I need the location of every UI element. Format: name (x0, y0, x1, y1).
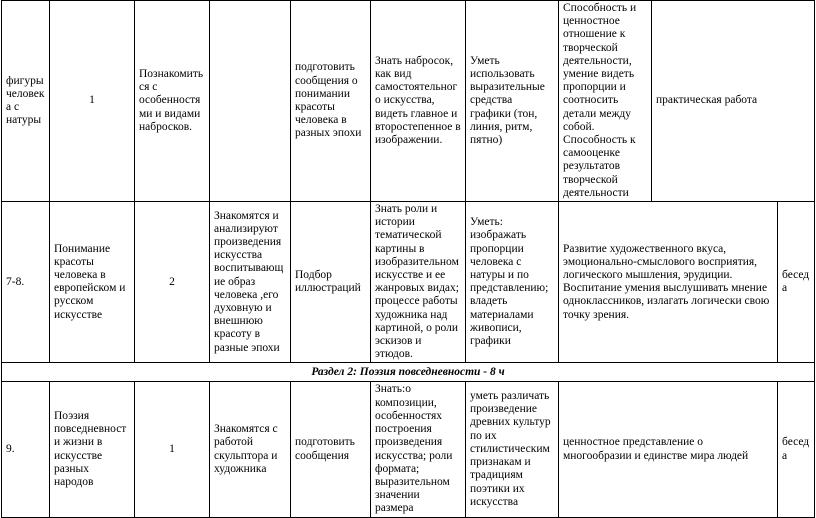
table-row (2, 202, 815, 363)
row-number-cell: фигуры человека с натуры (2, 1, 50, 202)
material-cell: подготовить сообщения (291, 382, 371, 517)
table-row (2, 1, 815, 202)
topic-cell: Поэзия повседневности жизни в искусстве разных народов (50, 382, 135, 517)
hours-cell: 1 (135, 382, 210, 517)
control-cell: беседа (778, 382, 815, 517)
row-number-cell: 9. (2, 382, 50, 517)
curriculum-table (1, 0, 815, 518)
development-cell: ценностное представление о многообразии и единстве мира людей (559, 382, 778, 517)
hours-cell: 1 (50, 1, 135, 202)
empty-cell (210, 1, 291, 202)
development-cell: Развитие художественного вкуса, эмоционально-смыслового восприятия, логического мышления, эрудиции. Воспитание умения выслушивать мнение одноклассников, излагать логически свою точку зрения. (559, 202, 778, 363)
table-row (2, 382, 815, 517)
row-number-cell: 7-8. (2, 202, 50, 363)
skills-cell: уметь различать произведение древних культур по их стилистическим признакам и традициям поэтики их искусства (466, 382, 559, 517)
development-cell: практическая работа (652, 1, 815, 202)
knowledge-cell: Знать роли и истории тематической картины в изобразительном искусстве и ее жанровых видах; процессе работы художника над картиной, о роли эскизов и этюдов. (371, 202, 466, 363)
material-cell: подготовить сообщения о понимании красоты человека в разных эпохи (291, 1, 371, 202)
material-cell: Подбор иллюстраций (291, 202, 371, 363)
topic-cell: Понимание красоты человека в европейском и русском искусстве (50, 202, 135, 363)
skills-cell: Уметь использовать выразительные средства графики (тон, линия, ритм, пятно) (466, 1, 559, 202)
knowledge-cell: Знать набросок, как вид самостоятельного искусства, видеть главное и второстепенное в изображении. (371, 1, 466, 202)
knowledge-cell: Знать:о композиции, особенностях построения произведения искусства; роли формата; выразительном значении размера (371, 382, 466, 517)
control-cell: беседа (778, 202, 815, 363)
activity-cell: Знакомятся с работой скульптора и художника (210, 382, 291, 517)
section-row (2, 363, 815, 382)
activity-cell: Познакомиться с особенностями и видами набросков. (135, 1, 210, 202)
activity-cell: Знакомятся и анализируют произведения искусства воспитывающие образ человека ,его духовную и внешнюю красоту в разные эпохи (210, 202, 291, 363)
section-title: Раздел 2: Поэзия повседневности - 8 ч (2, 363, 815, 382)
skills-cell: Уметь: изображать пропорции человека с натуры и по представлению; владеть материалами живописи, графики (466, 202, 559, 363)
personal-cell: Способность и ценностное отношение к творческой деятельности, умение видеть пропорции и соотносить детали между собой. Способность к самооценке результатов творческой деятельности (559, 1, 652, 202)
hours-cell: 2 (135, 202, 210, 363)
